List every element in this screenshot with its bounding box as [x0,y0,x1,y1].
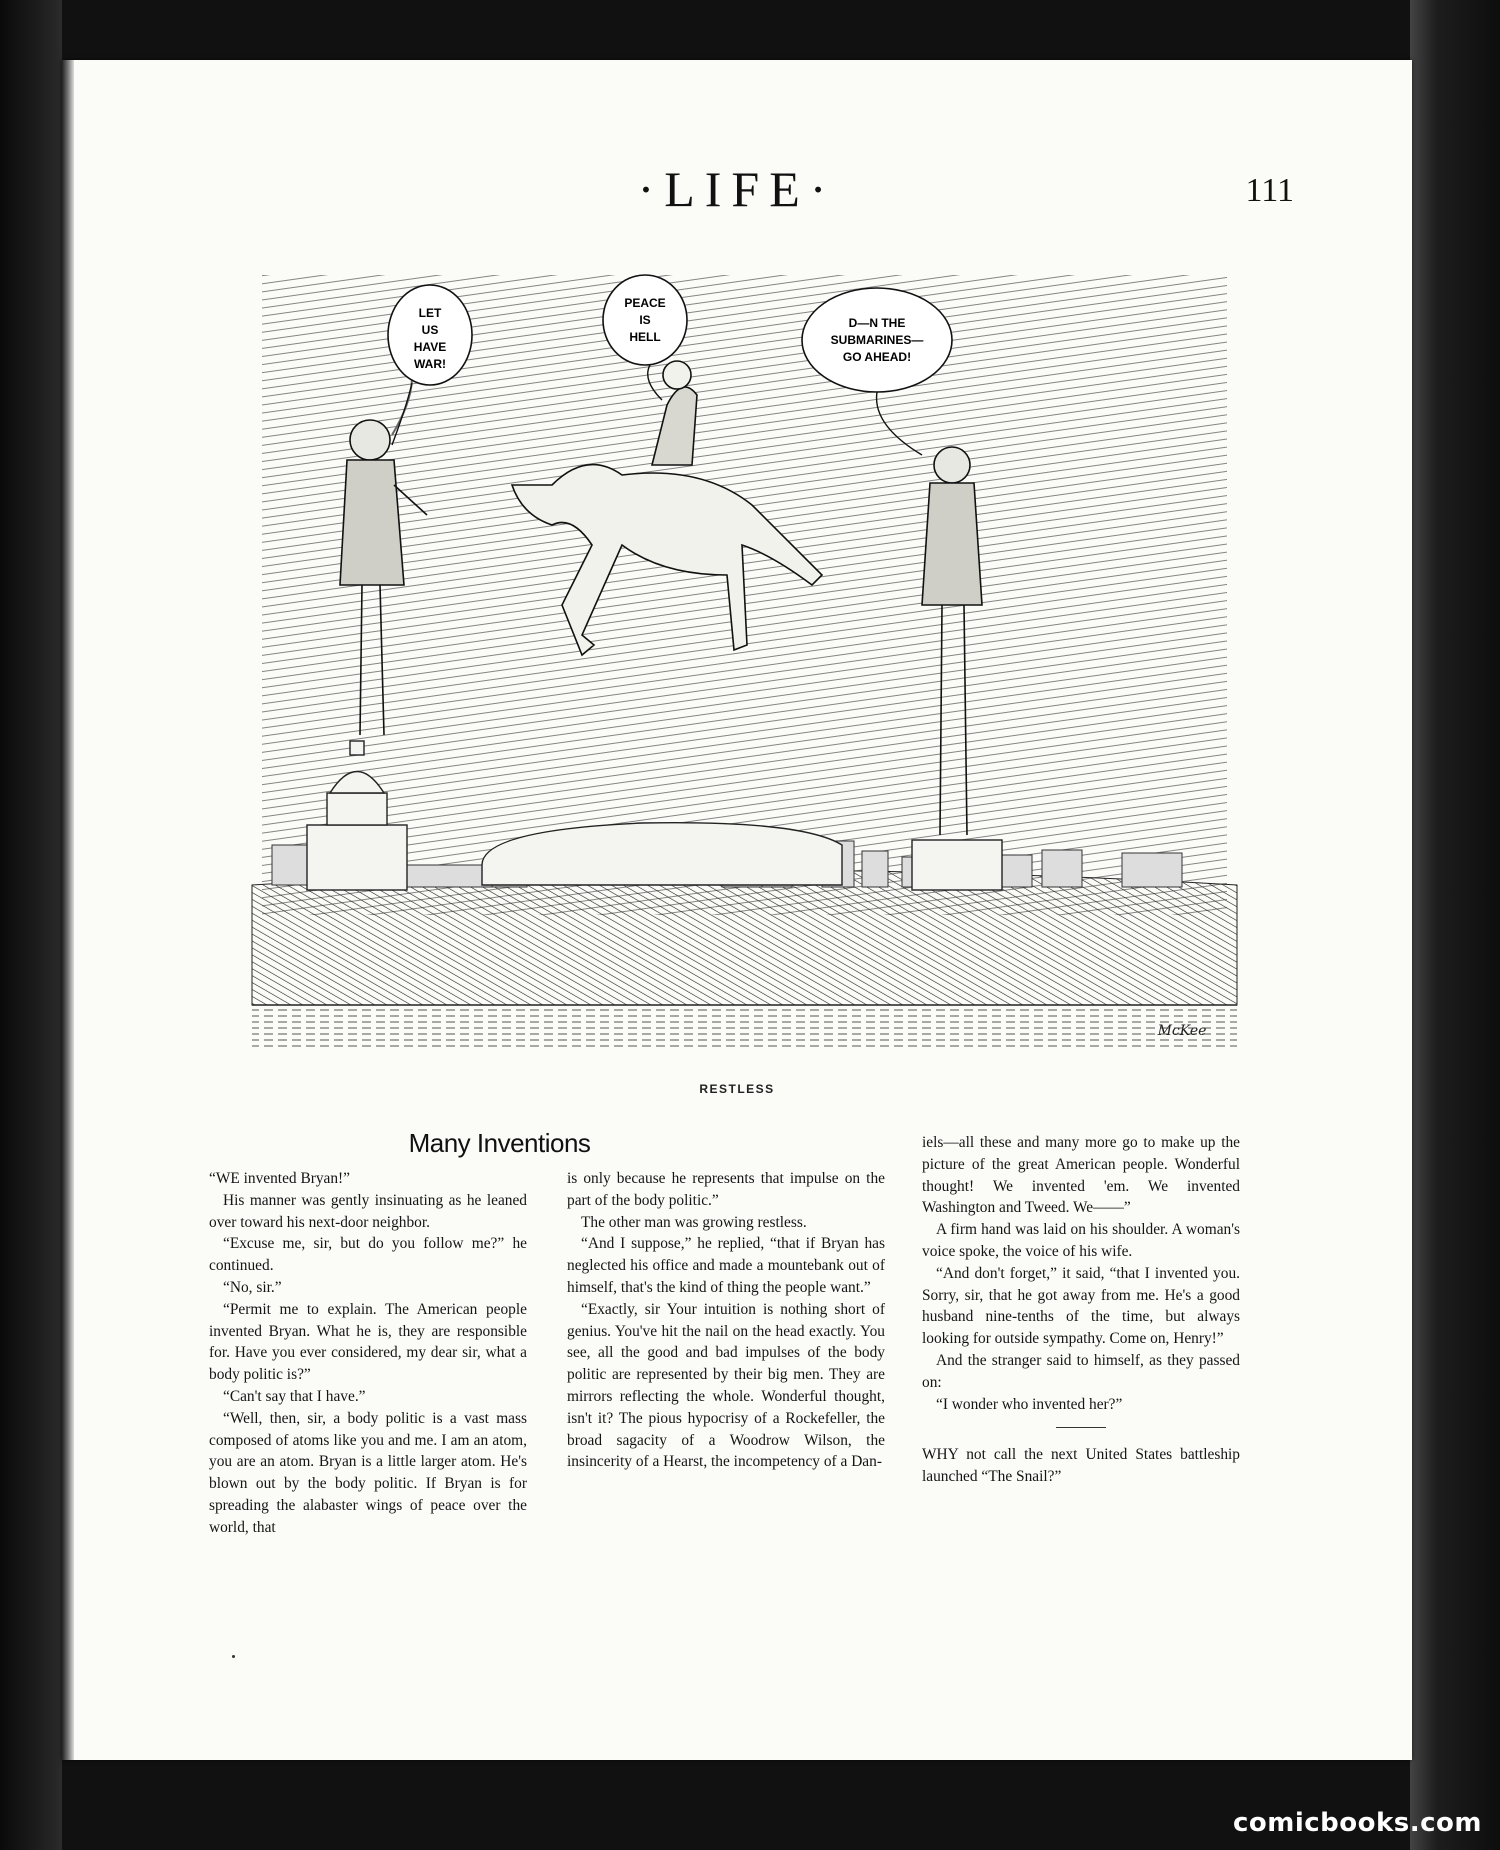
paragraph: “Exactly, sir Your intuition is nothing short of genius. You've hit the nail on the head exactly. You see, all the good and bad impulses of the body politic are represented by their big men. They are mirrors reflecting the whole. Wonderful thought, isn't it? The pious hypocrisy of a Rockefeller, the broad sagacity of a Woodrow Wilson, the insincerity of a Hearst, the incompetency of a Dan- [567,1300,885,1471]
scan-edge-left [0,0,62,1850]
article-column-1 [209,1168,527,1539]
bubble-center-line-3: HELL [629,330,661,344]
site-watermark: comicbooks.com [1232,1808,1482,1838]
page-number: 111 [1245,172,1294,209]
paragraph: And the stranger said to himself, as they passed on: [922,1351,1240,1391]
masthead: ·LIFE· [637,161,837,217]
paragraph: “And don't forget,” it said, “that I invented you. Sorry, sir, that he got away from me. He's a good husband nine-tenths of the time, but always looking for outside sympathy. Come on, Henry!” [922,1264,1240,1348]
bubble-right-line-3: GO AHEAD! [842,350,912,364]
paragraph: “Can't say that I have.” [223,1387,366,1405]
bubble-right-line-1: D—N THE [848,316,906,330]
paragraph: “I wonder who invented her?” [936,1395,1123,1413]
print-speck [232,1655,235,1658]
bubble-left-line-2: US [421,323,439,337]
paragraph: iels—all these and many more go to make up the picture of the great American people. Wonderful thought! We invented 'em. We invented Washington and Tweed. We——” [922,1134,1240,1217]
bubble-right-line-2: SUBMARINES— [830,333,924,347]
paragraph: The other man was growing restless. [581,1213,807,1231]
bubble-left-line-4: WAR! [414,357,446,371]
scan-edge-right [1410,0,1500,1850]
right-pedestal [912,840,1002,890]
paragraph: is only because he represents that impulse on the part of the body politic.” [567,1170,885,1209]
paragraph: His manner was gently insinuating as he leaned over toward his next-door neighbor. [209,1191,527,1231]
section-divider [1056,1427,1106,1428]
bubble-left-line-1: LET [418,306,442,320]
artist-signature: McKee [1157,1023,1207,1039]
paragraph: “WE invented Bryan!” [209,1170,351,1187]
paragraph: “Permit me to explain. The American people invented Bryan. What he is, they are responsible for. Have you ever considered, my dear sir, what a body politic is?” [209,1300,527,1384]
bubble-center-line-2: IS [639,313,651,327]
filler-paragraph: WHY not call the next United States battleship launched “The Snail?” [922,1446,1240,1486]
article-column-2 [567,1168,885,1473]
paragraph: “No, sir.” [223,1278,282,1296]
cartoon-illustration [222,245,1267,1060]
paragraph: A firm hand was laid on his shoulder. A woman's voice spoke, the voice of his wife. [922,1221,1240,1260]
paragraph: “And I suppose,” he replied, “that if Bryan has neglected his office and made a mountebank out of himself, that's the kind of thing the people want.” [567,1235,885,1296]
article-title: Many Inventions [408,1128,591,1158]
paragraph: “Well, then, sir, a body politic is a vast mass composed of atoms like you and me. I am an atom, you are an atom. Bryan is a little larger atom. He's blown out by the body politic. If Bryan is for spreading the alabaster wings of peace over the world, that [209,1409,527,1536]
bubble-center-line-1: PEACE [624,296,666,310]
page-binding [62,60,74,1760]
cartoon-caption: RESTLESS [699,1082,775,1096]
magazine-page [62,60,1412,1760]
paragraph: “Excuse me, sir, but do you follow me?” he continued. [209,1235,527,1275]
article-column-3 [922,1132,1240,1488]
river [252,1005,1237,1050]
bubble-left-line-3: HAVE [413,340,447,354]
